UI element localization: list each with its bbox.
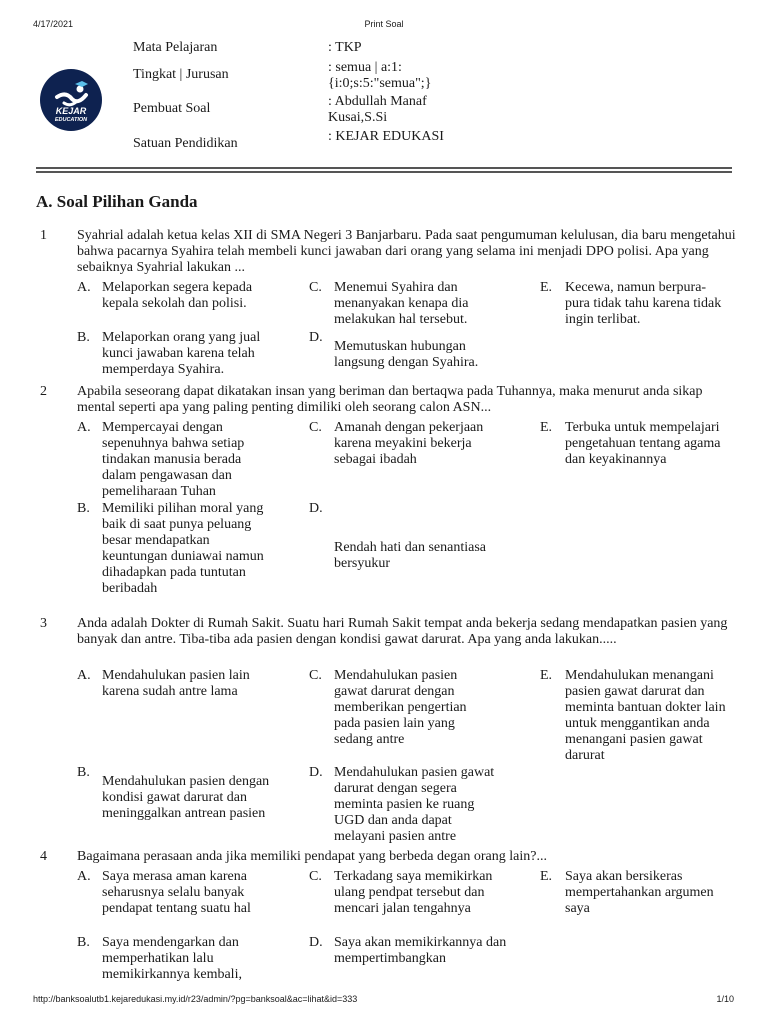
option-key: D. bbox=[309, 935, 323, 950]
svg-text:EDUCATION: EDUCATION bbox=[54, 117, 88, 123]
option-key: E. bbox=[540, 668, 553, 683]
option-text: Amanah dengan pekerjaan karena meyakini bekerja sebagai ibadah bbox=[334, 420, 484, 467]
meta-label: Mata Pelajaran bbox=[133, 40, 218, 55]
option-text: Mendahulukan pasien dengan kondisi gawat darurat dan meninggalkan antrean pasien bbox=[102, 774, 270, 821]
option-text: Saya akan bersikeras mempertahankan argumen saya bbox=[565, 869, 714, 916]
option-key: B. bbox=[77, 501, 90, 516]
option-text: Melaporkan orang yang jual kunci jawaban karena telah memperdaya Syahira. bbox=[102, 330, 261, 377]
option-key: B. bbox=[77, 330, 90, 345]
option-key: A. bbox=[77, 280, 91, 295]
option-text: Melaporkan segera kepada kepala sekolah dan polisi. bbox=[102, 280, 253, 311]
meta-value: : TKP bbox=[328, 40, 362, 55]
question-2 bbox=[36, 384, 736, 609]
option-text: Terbuka untuk mempelajari pengetahuan tentang agama dan keyakinannya bbox=[565, 420, 721, 467]
option-text: Kecewa, namun berpura-pura tidak tahu karena tidak ingin terlibat. bbox=[565, 280, 722, 327]
option-text: Mendahulukan pasien gawat darurat dengan memberikan pengertian pada pasien lain yang sedang antre bbox=[334, 668, 467, 747]
section-title: A. Soal Pilihan Ganda bbox=[36, 192, 198, 211]
option-key: C. bbox=[309, 869, 322, 884]
option-text: Saya mendengarkan dan memperhatikan lalu memikirkannya kembali, bbox=[102, 935, 242, 982]
option-key: C. bbox=[309, 280, 322, 295]
option-text: Mempercayai dengan sepenuhnya bahwa setiap tindakan manusia berada dalam pengawasan dan pemeliharaan Tuhan bbox=[102, 420, 245, 499]
question-number: 2 bbox=[40, 384, 47, 399]
print-header bbox=[0, 19, 768, 31]
option-key: C. bbox=[309, 668, 322, 683]
option-text: Mendahulukan pasien gawat darurat dengan segera meminta pasien ke ruang UGD dan anda dapat melayani pasien antre bbox=[334, 765, 495, 844]
option-text: Rendah hati dan senantiasa bersyukur bbox=[334, 540, 487, 571]
option-text: Menemui Syahira dan menanyakan kenapa dia melakukan hal tersebut. bbox=[334, 280, 469, 327]
svg-text:KEJAR: KEJAR bbox=[55, 106, 87, 116]
meta-value: : Abdullah Manaf Kusai,S.Si bbox=[328, 94, 427, 125]
meta-label: Pembuat Soal bbox=[133, 101, 211, 116]
option-text: Mendahulukan menangani pasien gawat darurat dan meminta bantuan dokter lain untuk menggantikan anda menangani pasien gawat darurat bbox=[565, 668, 726, 763]
option-key: A. bbox=[77, 420, 91, 435]
option-text: Terkadang saya memikirkan ulang pendpat tersebut dan mencari jalan tengahnya bbox=[334, 869, 493, 916]
meta-value: : KEJAR EDUKASI bbox=[328, 129, 444, 144]
question-number: 1 bbox=[40, 228, 47, 243]
question-1 bbox=[36, 228, 736, 378]
option-key: D. bbox=[309, 501, 323, 516]
option-text: Memutuskan hubungan langsung dengan Syahira. bbox=[334, 339, 479, 370]
option-key: C. bbox=[309, 420, 322, 435]
question-number: 4 bbox=[40, 849, 47, 864]
question-number: 3 bbox=[40, 616, 47, 631]
question-3 bbox=[36, 616, 736, 844]
page-url: http://banksoalutb1.kejaredukasi.my.id/r23/admin/?pg=banksoal&ac=lihat&id=333 bbox=[33, 994, 358, 1004]
option-key: E. bbox=[540, 280, 553, 295]
kejar-education-logo bbox=[40, 69, 102, 131]
question-text: Syahrial adalah ketua kelas XII di SMA Negeri 3 Banjarbaru. Pada saat pengumuman kelulusan, dia baru mengetahui bahwa pacarnya Syahira telah membeli kunci jawaban dari orang yang selama ini menjadi DPO polisi. Apa yang sebaiknya Syahrial lakukan ... bbox=[77, 228, 736, 275]
question-text: Bagaimana perasaan anda jika memiliki pendapat yang berbeda degan orang lain?... bbox=[77, 849, 547, 864]
option-text: Saya merasa aman karena seharusnya selalu banyak pendapat tentang suatu hal bbox=[102, 869, 251, 916]
print-title: Print Soal bbox=[364, 19, 404, 29]
meta-label: Tingkat | Jurusan bbox=[133, 67, 229, 82]
meta-value: : semua | a:1: {i:0;s:5:"semua";} bbox=[328, 60, 432, 91]
question-text: Apabila seseorang dapat dikatakan insan yang beriman dan bertaqwa pada Tuhannya, maka menurut anda sikap mental seperti apa yang paling penting dimiliki oleh seorang calon ASN... bbox=[77, 384, 703, 415]
option-key: E. bbox=[540, 420, 553, 435]
option-key: A. bbox=[77, 869, 91, 884]
option-key: B. bbox=[77, 935, 90, 950]
option-key: D. bbox=[309, 765, 323, 780]
meta-label: Satuan Pendidikan bbox=[133, 136, 238, 151]
document-meta bbox=[36, 38, 736, 163]
print-date: 4/17/2021 bbox=[33, 19, 74, 29]
logo-figure-icon bbox=[40, 69, 102, 131]
option-text: Memiliki pilihan moral yang baik di saat punya peluang besar mendapatkan keuntungan duniawai namun dihadapkan pada tuntutan beribadah bbox=[102, 501, 264, 596]
question-4 bbox=[36, 849, 736, 984]
header-divider-bottom bbox=[36, 171, 732, 173]
option-text: Saya akan memikirkannya dan mempertimbangkan bbox=[334, 935, 507, 966]
option-key: E. bbox=[540, 869, 553, 884]
page-number: 1/10 bbox=[716, 994, 734, 1004]
header-divider-top bbox=[36, 167, 732, 169]
option-key: B. bbox=[77, 765, 90, 780]
option-text: Mendahulukan pasien lain karena sudah antre lama bbox=[102, 668, 250, 699]
question-text: Anda adalah Dokter di Rumah Sakit. Suatu hari Rumah Sakit tempat anda bekerja sedang mendapatkan pasien yang banyak dan antre. Tiba-tiba ada pasien dengan kondisi gawat darurat. Apa yang anda lakukan..... bbox=[77, 616, 728, 647]
option-key: D. bbox=[309, 330, 323, 345]
option-key: A. bbox=[77, 668, 91, 683]
